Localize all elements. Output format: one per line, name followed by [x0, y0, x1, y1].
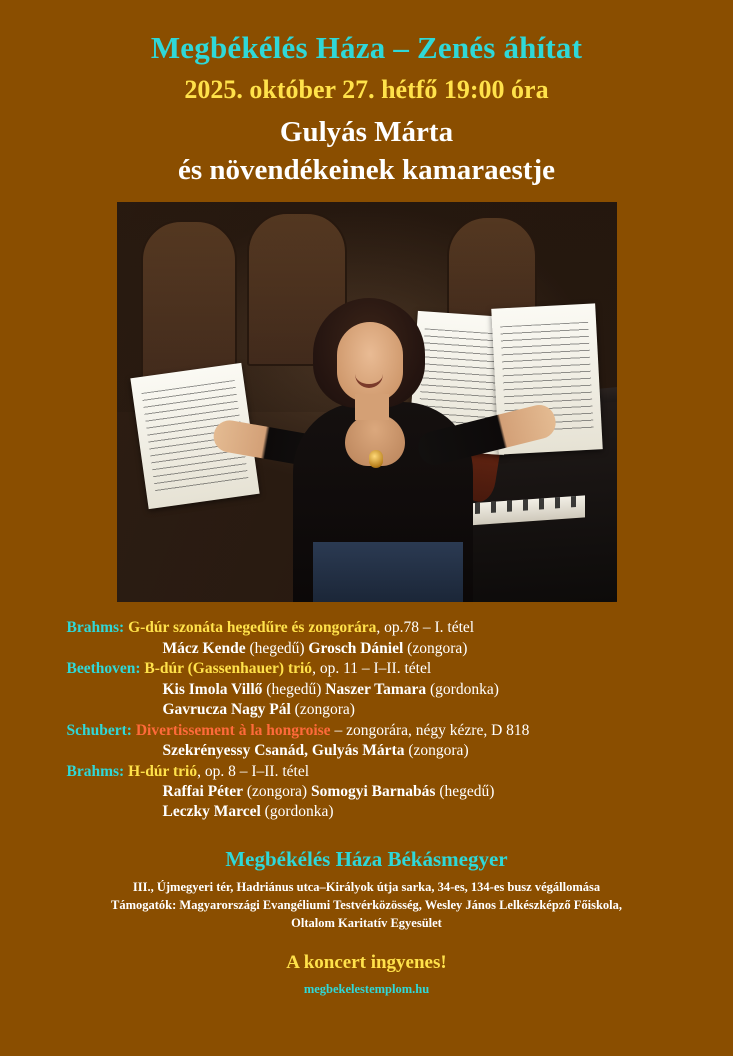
performer-instrument: (zongora): [408, 742, 469, 760]
work-title: B-dúr (Gassenhauer) trió: [144, 660, 313, 678]
work-title: Divertissement à la hongroise: [135, 721, 331, 739]
performer-instrument: (hegedű): [439, 782, 495, 800]
performer-instrument: (hegedű): [249, 639, 305, 657]
program-item-work: [67, 762, 667, 782]
composer-name: Brahms:: [66, 762, 125, 780]
person-face: [337, 322, 403, 402]
address-line-2: Támogatók: Magyarországi Evangéliumi Testvérközösség, Wesley János Lelkészképző Főiskola,: [111, 897, 622, 912]
performer-name: Szekrényessy Csanád, Gulyás Márta: [162, 742, 405, 760]
composer-name: Schubert:: [66, 721, 132, 739]
program-item-performers: [67, 639, 667, 659]
page-title: Megbékélés Háza – Zenés áhítat: [150, 30, 583, 65]
performer-instrument: (zongora): [407, 639, 468, 657]
work-title: G-dúr szonáta hegedűre és zongorára: [128, 619, 377, 637]
performer-name: Gavrucza Nagy Pál: [162, 701, 291, 719]
program-item-performers: [67, 802, 667, 822]
venue-name: Megbékélés Háza Békásmegyer: [225, 846, 508, 871]
work-detail: – zongorára, négy kézre, D 818: [330, 721, 530, 739]
performer-name: Grosch Dániel: [308, 639, 404, 657]
program-item-work: [67, 618, 667, 638]
composer-name: Beethoven:: [66, 660, 141, 678]
performer-title-line1: Gulyás Márta: [279, 115, 454, 148]
venue-address: [111, 878, 622, 932]
program-item-performers: [67, 741, 667, 761]
free-admission-note: A koncert ingyenes!: [286, 952, 447, 974]
work-title: H-dúr trió: [128, 762, 198, 780]
performer-title-line2: és növendékeinek kamaraestje: [178, 154, 555, 187]
program-item-performers: [67, 700, 667, 720]
performer-instrument: (gordonka): [264, 803, 334, 821]
person-neck: [355, 394, 389, 420]
program-item-performers: [67, 782, 667, 802]
program-list: [67, 618, 667, 823]
address-line-3: Oltalom Karitatív Egyesület: [291, 916, 442, 931]
work-detail: , op.78 – I. tétel: [376, 619, 475, 637]
performer-instrument: (gordonka): [430, 680, 499, 698]
address-line-1: III., Újmegyeri tér, Hadriánus utca–Királyok útja sarka, 34-es, 134-es busz végállomása: [132, 879, 601, 894]
composer-name: Brahms:: [66, 619, 125, 637]
performer-name: Raffai Péter: [162, 782, 243, 800]
work-detail: , op. 11 – I–II. tétel: [312, 660, 432, 678]
event-date: 2025. október 27. hétfő 19:00 óra: [184, 74, 549, 104]
performer-name: Somogyi Barnabás: [310, 782, 436, 800]
performer-name: Mácz Kende: [162, 639, 246, 657]
work-detail: , op. 8 – I–II. tétel: [197, 762, 310, 780]
program-item-work: [67, 721, 667, 741]
program-item-performers: [67, 680, 667, 700]
performer-name: Naszer Tamara: [325, 680, 427, 698]
performer-name: Kis Imola Villő: [162, 680, 263, 698]
performer-instrument: (hegedű): [266, 680, 322, 698]
person-skirt: [313, 542, 463, 602]
website-link[interactable]: megbekelestemplom.hu: [303, 982, 430, 997]
program-item-work: [67, 659, 667, 679]
pendant-icon: [369, 450, 383, 468]
performer-name: Leczky Marcel: [162, 803, 261, 821]
performer-instrument: (zongora): [294, 701, 355, 719]
pianist-photo: [117, 202, 617, 602]
performer-instrument: (zongora): [246, 782, 308, 800]
